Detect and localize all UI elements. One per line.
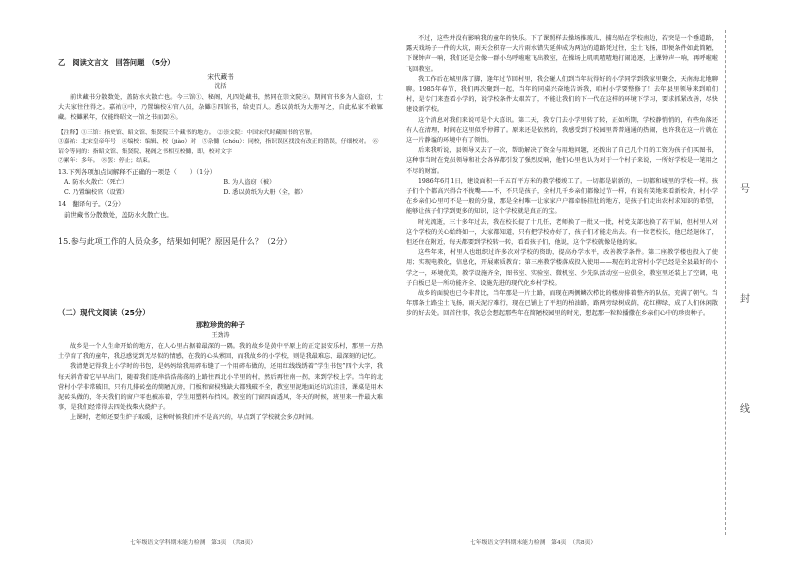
question-15: 15.参与此项工作的人员众多，结果如何呢？原因是什么？（2分） xyxy=(58,236,292,246)
note-line: 【注释】①三馆：指史馆、昭文馆、集贤院三个藏书的地方。 ②崇文院：中国宋代时藏图书的官署。 xyxy=(58,129,316,136)
story-paragraph: 我工作后在城里落了脚，逢年过节回村里，我会碰人们到当年玩得好的小学同学到我家里聚会，天南海北地聊聊。1985年春节，我们再次聚到一起，当年的同桌兴奋地告诉我，咱村小学要整修了！去年县里领导来到咱们村，是专门来查看小学的，说学校条件太艰苦了，不能让我们的下一代在这样的环境下学习，要求抓紧改善，尽快建设新学校。 xyxy=(406,75,718,114)
story-paragraph: 故乡的面貌也已今非昔比，当年那是一片土路，而现在两侧鳞次栉比的楼房排着整齐的队伍，充满了朝气。当年那条土路尘土飞扬，雨天泥泞难行，现在已铺上了平坦的柏油路，路两旁绿树成荫，花红柳绿，成了人们休闲散步的好去处。回首往事，我总会想起那些年在简陋校园里的时光，想起那一粒粒播撒在乡亲们心中的珍贵种子。 xyxy=(406,290,718,318)
question-13-stem: 13.下列各项加点词解释不正确的一项是（ ）（1分） xyxy=(58,167,217,176)
binding-line xyxy=(725,30,727,535)
question-14-stem: 14 翻译句子。（2分） xyxy=(58,199,125,208)
option-b[interactable]: B. 为人盗窃（被） xyxy=(223,178,276,186)
note-line: ③嘉祐：北宋皇帝年号 ④编校：编辑、校（jiào）对 ⑤杂雠（chóu）：同校，指识误区找没有改正的错误，仔细校对。 ⑥诏令等同的：指昭文馆、集贤院、秘阁之书相互校雠，即，校对文字 xyxy=(58,139,379,155)
binding-mark: 号 xyxy=(740,184,750,195)
subsection-title: （二）现代文阅读（25分） xyxy=(58,307,150,317)
section-title: 乙 阅读文言文 回答问题 （5分） xyxy=(58,58,175,67)
question-14-sentence: 前世藏书分散数处，盖防水火散亡也。 xyxy=(64,210,173,219)
story-paragraph: 这个消息对我们来说可是个大喜讯。第二天，我专门去小学里转了转，正如所期，学校静悄悄的，有些角落还有人在清理，时间在这里似乎停滞了。原来还是依然的，我感受到了校园里普普通通的热闹，也许我在这一片就在这一片静谧的环境中有了领悟。 xyxy=(406,116,718,145)
work-title: 宋代藏书 xyxy=(207,73,234,81)
story-paragraph: 我清楚记得我上小学时的书包，是妈妈给我用碎布缝了一个用碎布做的，还用红线线绣着“学生书包”四个大字，我每天斜背着它早早出门，随着我们连串浩浩荡荡的上路往西北小半里的村，然后再往南一拐，来到学校上学。当年的北营村小学非常破旧，只有几排砖垒的简陋瓦房，门板和窗棂残缺大都残破不全，教室里泥地面还坑坑洼洼，课桌是用木泥砖头做的，冬天我们的窗户零也被冻着，学生用塑料布挡风。教室的门窗四面透风，冬天的时候，班里来一件最大难事，是我们经常得去四处找柴火烧炉子。 xyxy=(58,363,383,412)
story-paragraph: 不过，这些并没有影响我的童年的快乐。下了课照样去操场推玻儿、捕鸟贴在学校南边，若突是一个垂道路，露天戏场子一件的大坑，雨天会积存一大片雨水错失延伸成为两边的道路凭过往，尘土飞扬，即便条件如此简陋，下课钟声一响，我们还是会像一群小鸟呼啦啦飞出教室，在操场上叽叽喳喳地打闹追逐，上课钟声一响，再呼啦啦飞回教室。 xyxy=(406,35,718,73)
story-author: 王劲涛 xyxy=(211,331,230,339)
story-paragraph: 故乡是一个人生命开始的地方，在人心里占据着最深的一隅。我的故乡是黄中平原上的正定县安乐村，那里一方热土孕育了我的童年，我总感觉到无尽似的情感，在我的心头萦回，而我故乡的小学校，则是我最难忘、最深刻的记忆。 xyxy=(58,342,383,361)
answer-space[interactable] xyxy=(58,249,383,301)
page-3 xyxy=(0,0,393,565)
binding-mark: 线 xyxy=(740,404,750,415)
binding-mark: 封 xyxy=(740,294,750,305)
option-c[interactable]: C. 乃置编校官（设置） xyxy=(64,189,129,197)
question-13-options xyxy=(58,178,383,199)
story-paragraph: 时光流逝，三十多年过去，我在校长提了十几任，老师换了一批又一批，村党支部也换了若干届，但村里人对这个学校的关心始终如一，大家都知道，只有把学校办好了，孩子们才能走出去。有一位老校长，他已经退休了，但还住在附近，每天都要到学校转一转，看看孩子们，他说，这个学校就像是他的家。 xyxy=(406,218,718,247)
work-author: 沈括 xyxy=(214,83,227,90)
classical-passage: 前世藏书分散数处，盖防水火散亡也。今三馆①、秘阁，凡四处藏书，然同在崇文院②。期间官书多为人盗窃，士大夫家往往得之。嘉祐③中，乃置编校④官八员，杂雠⑤四馆书，给吏百人。悉以黄纸为大册写之，自此私家不敢辄藏。校雠累年，仅能终昭文一馆之书而罢⑥。 xyxy=(58,94,383,122)
story-paragraph: 1986年6月1日，建设面积一千五百平方米的教学楼竣工了。一切都是崭新的，一切都和城里的学校一样。孩子们个个都高兴得合不拢嘴——不，不只是孩子，全村几千乡亲们都像过节一样，有说有笑地来看新校舍，村小学在乡亲们心里可不是一般的分量，那是全村唯一让家家户户都牵肠挂肚的地方，是孩子们走出农村求知识的希望，能够让孩子们学到更多的知识，这个学校就是真正的宝。 xyxy=(406,177,718,216)
option-a[interactable]: A. 防水火散亡（死亡） xyxy=(64,178,129,186)
page-4-footer: 七年级语文学科期末能力检测 第4页 （共8页） xyxy=(470,540,597,546)
option-d[interactable]: D. 悉以黄纸为大册（全，都） xyxy=(223,189,307,197)
story-paragraph: 这些年来，村里人也组织过许多次对学校的资助，提高办学水平，改善教学条件。第二座教学楼也投入了使用；实现电教化，信息化，开展素质教育；第三座教学楼落成投入使用——现在的北营村小学已经是全县最好的小学之一，环境优美，教学设施齐全，图书室、实验室、微机室、少先队活动室一应俱全，教室里还装上了空调，电子白板已是一所功能齐全、设施先进的现代化乡村学校。 xyxy=(406,249,718,287)
page-3-footer: 七年级语文学科期末能力检测 第3页 （共8页） xyxy=(130,540,257,546)
story-paragraph: 上课时，老师还要生炉子取暖，这种时候我们并不是高兴的，早点到了学校就会多点时间。 xyxy=(70,414,318,422)
story-paragraph: 后来我听说，县领导又去了一次，帮助解决了资金与用地问题，还拨出了自己几个月的工资为孩子们买图书，这种事当时在党员领导和社会各界都引发了强烈反响，他们心里也认为对于一个村子来说，一所好学校是一笔用之不尽的财富。 xyxy=(406,147,718,175)
page-4 xyxy=(400,0,718,565)
note-line: ⑦累年：多年。 ⑧罢：停止；结束。 xyxy=(58,158,154,165)
story-title: 那粒珍贵的种子 xyxy=(196,319,245,329)
